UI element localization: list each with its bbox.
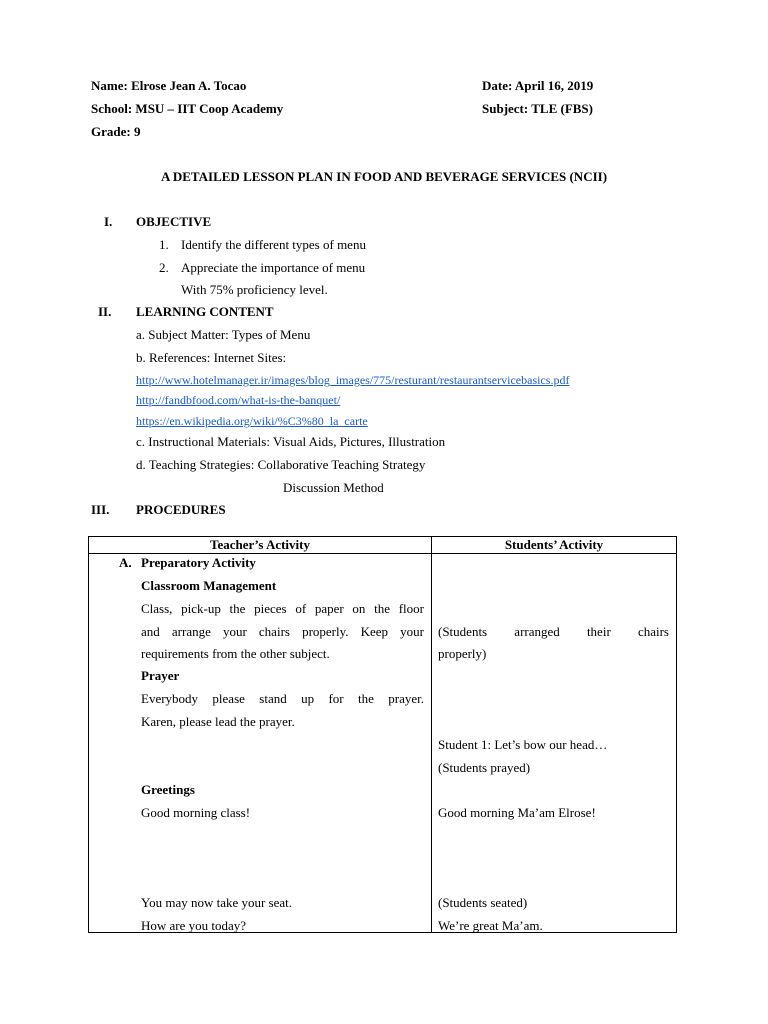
reference-link[interactable]: http://www.hotelmanager.ir/images/blog_images/775/resturant/restaurantservicebasics.pdf [136,373,570,387]
section-letter: A. [119,555,132,570]
teacher-line: You may now take your seat. [141,895,293,910]
references-label: b. References: Internet Sites: [136,350,287,365]
objective-item-number: 2. [159,260,169,275]
teacher-line: Class, pick-up the pieces of paper on the floor [141,601,424,616]
procedures-table [88,536,677,933]
teaching-strategies: d. Teaching Strategies: Collaborative Teaching Strategy [136,457,426,472]
student-line: properly) [438,646,487,661]
student-line: (Students prayed) [438,760,531,775]
teaching-strategies-cont: Discussion Method [283,480,384,495]
learning-numeral: II. [98,304,112,319]
teacher-line: and arrange your chairs properly. Keep your [141,624,424,639]
column-header-students: Students’ Activity [432,537,677,554]
teacher-line: Karen, please lead the prayer. [141,714,295,729]
date-field: Date: April 16, 2019 [482,78,594,93]
instructional-materials: c. Instructional Materials: Visual Aids, Pictures, Illustration [136,434,446,449]
student-line: Student 1: Let’s bow our head… [438,737,608,752]
student-line: We’re great Ma’am. [438,918,543,933]
subheading-greetings: Greetings [141,782,195,797]
procedures-numeral: III. [91,502,110,517]
objective-item: Appreciate the importance of menu [181,260,366,275]
objective-continuation: With 75% proficiency level. [181,282,328,297]
subheading-classroom: Classroom Management [141,578,277,593]
objective-item: Identify the different types of menu [181,237,366,252]
column-header-teacher: Teacher’s Activity [89,537,432,554]
name-field: Name: Elrose Jean A. Tocao [91,78,247,93]
subheading-prayer: Prayer [141,668,180,683]
objective-item-number: 1. [159,237,169,252]
school-field: School: MSU – IIT Coop Academy [91,101,284,116]
student-line: (Students seated) [438,895,528,910]
teacher-line: How are you today? [141,918,247,933]
students-activity-cell [432,554,677,933]
student-line: Good morning Ma’am Elrose! [438,805,596,820]
objective-heading: OBJECTIVE [136,214,212,229]
document-title: A DETAILED LESSON PLAN IN FOOD AND BEVERAGE SERVICES (NCII) [160,169,608,184]
reference-link[interactable]: https://en.wikipedia.org/wiki/%C3%80_la_carte [136,414,368,428]
teacher-line: Everybody please stand up for the prayer. [141,691,424,706]
grade-field: Grade: 9 [91,124,141,139]
teacher-line: requirements from the other subject. [141,646,330,661]
objective-numeral: I. [104,214,113,229]
procedures-heading: PROCEDURES [136,502,226,517]
learning-heading: LEARNING CONTENT [136,304,274,319]
section-heading: Preparatory Activity [141,555,256,570]
subject-matter: a. Subject Matter: Types of Menu [136,327,311,342]
student-line: (Students arranged their chairs [438,624,669,639]
teacher-activity-cell [89,554,432,933]
subject-field: Subject: TLE (FBS) [482,101,593,116]
reference-link[interactable]: http://fandbfood.com/what-is-the-banquet/ [136,393,341,407]
teacher-line: Good morning class! [141,805,251,820]
